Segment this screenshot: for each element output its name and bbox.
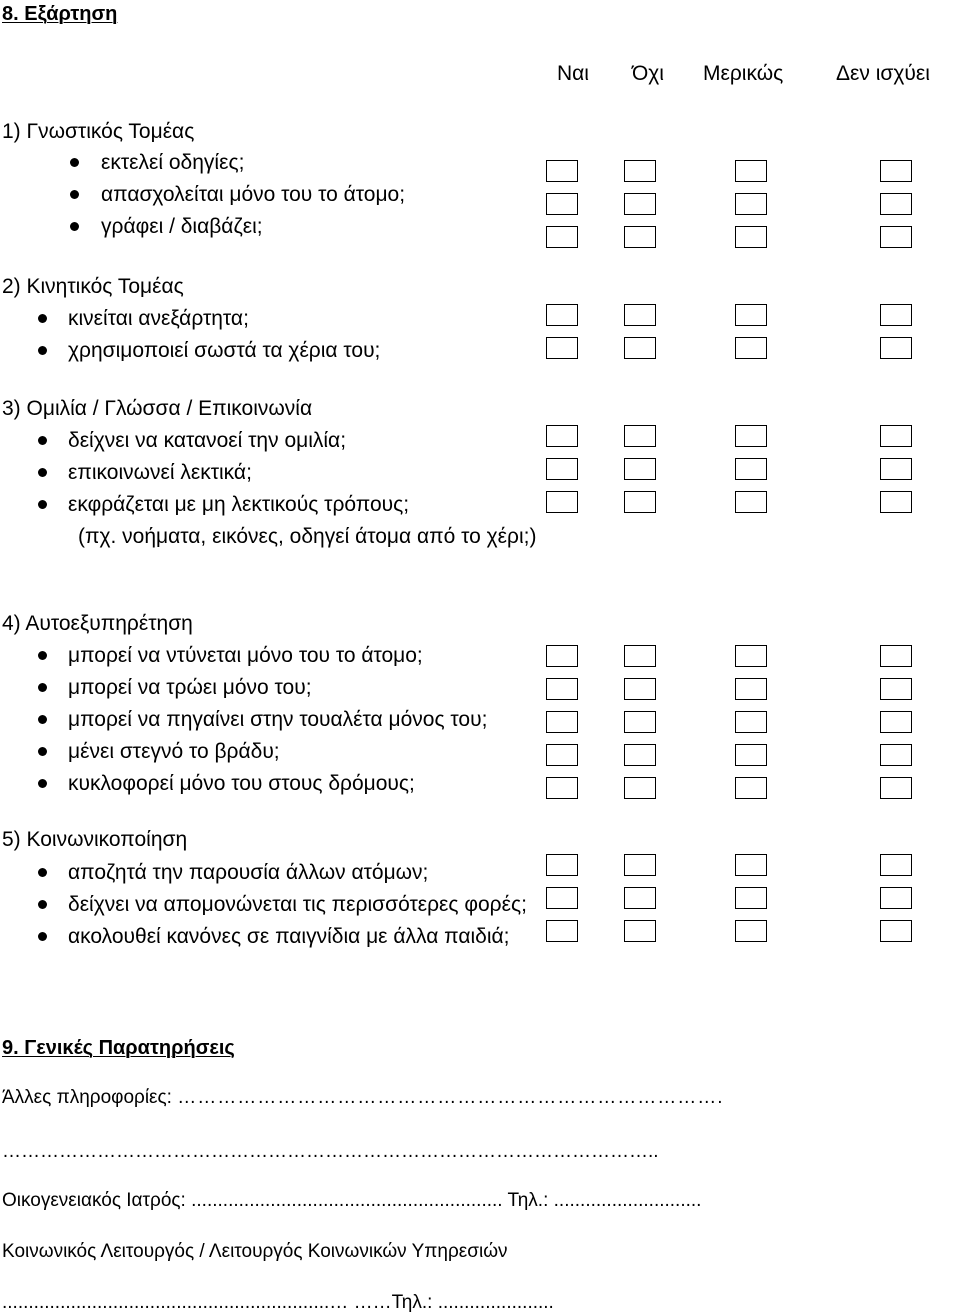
checkbox-yes[interactable] bbox=[546, 337, 578, 359]
checkbox-no[interactable] bbox=[624, 777, 656, 799]
item-label: μένει στεγνό το βράδυ; bbox=[68, 740, 280, 763]
bullet-icon bbox=[38, 932, 47, 941]
checkbox-partially[interactable] bbox=[735, 645, 767, 667]
checkbox-yes[interactable] bbox=[546, 678, 578, 700]
group-2-title: 2) Κινητικός Τομέας bbox=[2, 275, 184, 298]
checkbox-not-applicable[interactable] bbox=[880, 304, 912, 326]
bullet-icon bbox=[38, 900, 47, 909]
item-label: μπορεί να τρώει μόνο του; bbox=[68, 676, 312, 699]
checkbox-not-applicable[interactable] bbox=[880, 425, 912, 447]
checkbox-partially[interactable] bbox=[735, 777, 767, 799]
checkbox-no[interactable] bbox=[624, 458, 656, 480]
checkbox-yes[interactable] bbox=[546, 711, 578, 733]
item-label: ακολουθεί κανόνες σε παιγνίδια με άλλα παιδιά; bbox=[68, 925, 510, 948]
item-label: γράφει / διαβάζει; bbox=[101, 215, 263, 238]
checkbox-not-applicable[interactable] bbox=[880, 226, 912, 248]
checkbox-yes[interactable] bbox=[546, 425, 578, 447]
item-label: μπορεί να πηγαίνει στην τουαλέτα μόνος του; bbox=[68, 708, 488, 731]
checkbox-not-applicable[interactable] bbox=[880, 337, 912, 359]
checkbox-yes[interactable] bbox=[546, 854, 578, 876]
other-info-field[interactable]: ………………………………………………………………………. bbox=[177, 1087, 724, 1108]
checkbox-partially[interactable] bbox=[735, 304, 767, 326]
checkbox-not-applicable[interactable] bbox=[880, 491, 912, 513]
checkbox-yes[interactable] bbox=[546, 777, 578, 799]
checkbox-partially[interactable] bbox=[735, 887, 767, 909]
item-label: εκτελεί οδηγίες; bbox=[101, 151, 245, 174]
checkbox-partially[interactable] bbox=[735, 711, 767, 733]
checkbox-no[interactable] bbox=[624, 491, 656, 513]
checkbox-partially[interactable] bbox=[735, 160, 767, 182]
bullet-icon bbox=[70, 222, 79, 231]
checkbox-partially[interactable] bbox=[735, 920, 767, 942]
phone-field[interactable]: ............................ bbox=[553, 1190, 702, 1211]
checkbox-yes[interactable] bbox=[546, 458, 578, 480]
other-info-continuation-field[interactable]: ………………………………………………………………………………………….. bbox=[2, 1141, 659, 1162]
checkbox-no[interactable] bbox=[624, 854, 656, 876]
column-header-yes: Ναι bbox=[557, 62, 589, 85]
checkbox-partially[interactable] bbox=[735, 226, 767, 248]
item-label: δείχνει να κατανοεί την ομιλία; bbox=[68, 429, 347, 452]
group-3-title: 3) Ομιλία / Γλώσσα / Επικοινωνία bbox=[2, 397, 313, 420]
social-worker-label: Κοινωνικός Λειτουργός / Λειτουργός Κοινωνικών Υπηρεσιών bbox=[2, 1241, 508, 1262]
checkbox-no[interactable] bbox=[624, 711, 656, 733]
item-note: (πχ. νοήματα, εικόνες, οδηγεί άτομα από το χέρι;) bbox=[78, 525, 537, 548]
bullet-icon bbox=[70, 158, 79, 167]
checkbox-not-applicable[interactable] bbox=[880, 645, 912, 667]
social-worker-row bbox=[2, 1292, 554, 1314]
column-header-partially: Μερικώς bbox=[703, 62, 784, 85]
item-label: απασχολείται μόνο του το άτομο; bbox=[101, 183, 406, 206]
checkbox-no[interactable] bbox=[624, 193, 656, 215]
checkbox-yes[interactable] bbox=[546, 160, 578, 182]
other-info-label: Άλλες πληροφορίες: bbox=[2, 1087, 172, 1108]
item-label: δείχνει να απομονώνεται τις περισσότερες φορές; bbox=[68, 893, 527, 916]
checkbox-no[interactable] bbox=[624, 337, 656, 359]
checkbox-no[interactable] bbox=[624, 887, 656, 909]
checkbox-partially[interactable] bbox=[735, 854, 767, 876]
section-9-title: 9. Γενικές Παρατηρήσεις bbox=[2, 1037, 235, 1059]
checkbox-partially[interactable] bbox=[735, 744, 767, 766]
checkbox-no[interactable] bbox=[624, 920, 656, 942]
checkbox-no[interactable] bbox=[624, 304, 656, 326]
item-label: χρησιμοποιεί σωστά τα χέρια του; bbox=[68, 339, 381, 362]
checkbox-not-applicable[interactable] bbox=[880, 744, 912, 766]
checkbox-partially[interactable] bbox=[735, 193, 767, 215]
group-4-title: 4) Αυτοεξυπηρέτηση bbox=[2, 612, 193, 635]
checkbox-partially[interactable] bbox=[735, 425, 767, 447]
social-worker-field[interactable]: ..............................................................… bbox=[2, 1292, 349, 1313]
item-label: επικοινωνεί λεκτικά; bbox=[68, 461, 252, 484]
checkbox-yes[interactable] bbox=[546, 193, 578, 215]
checkbox-not-applicable[interactable] bbox=[880, 887, 912, 909]
checkbox-yes[interactable] bbox=[546, 226, 578, 248]
checkbox-no[interactable] bbox=[624, 645, 656, 667]
group-5-title: 5) Κοινωνικοποίηση bbox=[2, 828, 188, 851]
checkbox-yes[interactable] bbox=[546, 920, 578, 942]
bullet-icon bbox=[38, 468, 47, 477]
checkbox-not-applicable[interactable] bbox=[880, 160, 912, 182]
item-label: εκφράζεται με μη λεκτικούς τρόπους; bbox=[68, 493, 410, 516]
checkbox-partially[interactable] bbox=[735, 458, 767, 480]
other-info-row bbox=[2, 1087, 724, 1109]
bullet-icon bbox=[38, 779, 47, 788]
bullet-icon bbox=[38, 346, 47, 355]
bullet-icon bbox=[38, 500, 47, 509]
checkbox-not-applicable[interactable] bbox=[880, 777, 912, 799]
checkbox-not-applicable[interactable] bbox=[880, 193, 912, 215]
bullet-icon bbox=[38, 683, 47, 692]
section-8-title: 8. Εξάρτηση bbox=[2, 3, 118, 25]
bullet-icon bbox=[38, 651, 47, 660]
column-header-no: Όχι bbox=[632, 62, 664, 85]
checkbox-no[interactable] bbox=[624, 160, 656, 182]
checkbox-partially[interactable] bbox=[735, 678, 767, 700]
checkbox-not-applicable[interactable] bbox=[880, 678, 912, 700]
column-header-not-applicable: Δεν ισχύει bbox=[836, 62, 930, 85]
bullet-icon bbox=[70, 190, 79, 199]
family-doctor-field[interactable]: ........................................................... bbox=[191, 1190, 503, 1211]
checkbox-not-applicable[interactable] bbox=[880, 920, 912, 942]
phone-2-field[interactable]: ...................... bbox=[437, 1292, 554, 1313]
phone-2-label: ……Τηλ.: bbox=[353, 1292, 433, 1313]
checkbox-no[interactable] bbox=[624, 678, 656, 700]
phone-label: Τηλ.: bbox=[507, 1190, 549, 1211]
family-doctor-row bbox=[2, 1190, 701, 1212]
item-label: κυκλοφορεί μόνο του στους δρόμους; bbox=[68, 772, 415, 795]
checkbox-yes[interactable] bbox=[546, 491, 578, 513]
item-label: μπορεί να ντύνεται μόνο του το άτομο; bbox=[68, 644, 423, 667]
checkbox-yes[interactable] bbox=[546, 304, 578, 326]
checkbox-yes[interactable] bbox=[546, 645, 578, 667]
checkbox-no[interactable] bbox=[624, 226, 656, 248]
family-doctor-label: Οικογενειακός Ιατρός: bbox=[2, 1190, 186, 1211]
checkbox-yes[interactable] bbox=[546, 744, 578, 766]
checkbox-not-applicable[interactable] bbox=[880, 711, 912, 733]
item-label: κινείται ανεξάρτητα; bbox=[68, 307, 249, 330]
checkbox-not-applicable[interactable] bbox=[880, 458, 912, 480]
checkbox-no[interactable] bbox=[624, 425, 656, 447]
checkbox-no[interactable] bbox=[624, 744, 656, 766]
group-1-title: 1) Γνωστικός Τομέας bbox=[2, 120, 195, 143]
checkbox-yes[interactable] bbox=[546, 887, 578, 909]
bullet-icon bbox=[38, 868, 47, 877]
item-label: αποζητά την παρουσία άλλων ατόμων; bbox=[68, 861, 429, 884]
bullet-icon bbox=[38, 436, 47, 445]
checkbox-partially[interactable] bbox=[735, 491, 767, 513]
bullet-icon bbox=[38, 715, 47, 724]
checkbox-partially[interactable] bbox=[735, 337, 767, 359]
bullet-icon bbox=[38, 314, 47, 323]
checkbox-not-applicable[interactable] bbox=[880, 854, 912, 876]
bullet-icon bbox=[38, 747, 47, 756]
